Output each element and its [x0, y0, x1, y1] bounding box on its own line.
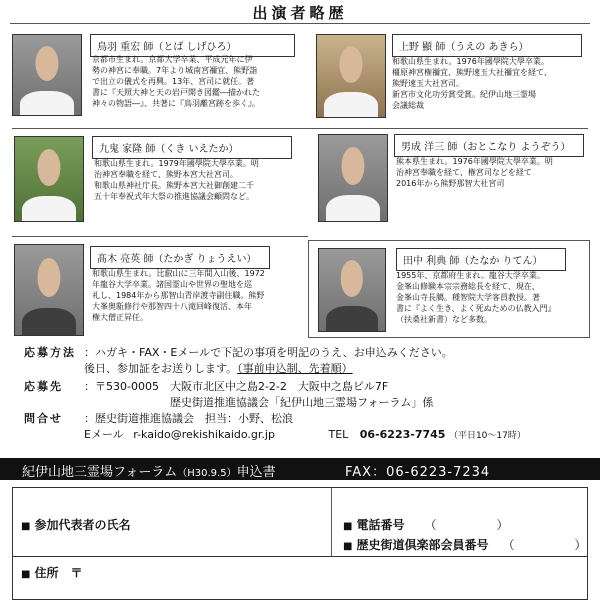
name-box-ueno: 上野 顯 師（うえの あきら） [392, 34, 582, 57]
section-title: 出演者略歴 [252, 4, 348, 22]
photo-ueno [316, 34, 386, 118]
bio-kuki: 和歌山県生まれ。1979年國學院大學卒業。明 治神宮奉職を経て、熊野本宮大社宮司。 和歌山県神社庁長。熊野本宮大社御創建二千 五十年奉祝式年大祭の推進協議会顧問など。 [94, 159, 259, 201]
tel-number: 06-6223-7745 [359, 428, 446, 441]
photo-takagi [14, 244, 84, 336]
name-box-tanaka: 田中 利典 師（たなか りてん） [396, 248, 566, 271]
application-form-banner: 紀伊山地三霊場フォーラム（H30.9.5）申込書 FAX：06-6223-7234 [0, 458, 600, 480]
photo-tanaka [318, 248, 386, 332]
photo-kuki [14, 136, 84, 222]
name-box-takagi: 髙木 亮英 師（たかぎ りょうえい） [90, 246, 270, 269]
rep-name-field[interactable]: ■ 参加代表者の氏名 [21, 518, 131, 532]
divider [12, 128, 588, 129]
fax-number: FAX：06-6223-7234 [345, 465, 491, 480]
contact-email-row: Eメール r-kaido@rekishikaido.gr.jp TEL 06-6223-7745 （平日10～17時） [84, 428, 526, 441]
contact: 問合せ ：歴史街道推進協議会 担当：小野、松浪 [24, 412, 293, 425]
bio-otokonari: 熊本県生まれ。1976年國學院大學卒業。明 治神宮奉職を経て、権宮司などを経て 2016年から熊野那智大社宮司 [396, 157, 553, 188]
email-link[interactable]: r-kaido@rekishikaido.gr.jp [133, 428, 275, 441]
name-box-kuki: 九鬼 家隆 師（くき いえたか） [92, 136, 292, 159]
name-box-otokonari: 男成 洋三 師（おとこなり ようぞう） [394, 134, 584, 157]
phone-field[interactable]: ■ 電話番号 （ ） [343, 518, 509, 532]
name-box-toba: 鳥羽 重宏 師（とば しげひろ） [90, 34, 295, 57]
apply-destination: 応募先 ：〒530-0005 大阪市北区中之島2-2-2 大阪中之島ビル7F [24, 380, 389, 393]
bio-ueno: 和歌山県生まれ。1976年國學院大學卒業。 橿原神宮権禰宜、熊野速玉大社禰宜を経て、 熊野速玉大社宮司。 新宮市文化功労賞受賞。紀伊山地三霊場 会議総裁 [392, 57, 552, 110]
divider [12, 236, 308, 237]
member-number-field[interactable]: ■ 歴史街道倶楽部会員番号 （ ） [343, 538, 587, 552]
photo-otokonari [318, 134, 388, 222]
address-field[interactable]: ■ 住所 〒 [21, 566, 83, 580]
form-row-divider [13, 556, 587, 557]
bio-tanaka: 1955年、京都府生まれ。龍谷大学卒業。 金峯山修験本宗宗務総長を経て、現在、 金峯山寺長臈。種智院大学客員教授。著 書に『よく生き、よく死ぬための仏教入門』 （扶桑社新書）など多数。 [396, 271, 556, 324]
apply-method-note: 後日、参加証をお送りします。（事前申込制、先着順） [84, 362, 353, 375]
photo-toba [12, 34, 82, 116]
apply-destination-dept: 歴史街道推進協議会「紀伊山地三霊場フォーラム」係 [170, 396, 434, 409]
title-divider [10, 23, 590, 24]
application-form [12, 487, 588, 600]
bio-toba: 京都市生まれ。京都大学卒業、平成元年に伊 勢の神宮に奉職。7年より城南宮禰宜、熊野詣 で出立の儀式を再興。13年、宮司に就任。著 書に『天照大神と天の岩戸開き図鑑―描かれた 神々の物語―』、共著に『鳥羽離宮跡を歩く』。 [92, 55, 260, 108]
bio-takagi: 和歌山県生まれ。比叡山に三年間入山後、1972 年龍谷大学卒業。諸国霊山や世界の聖地を巡 礼し、1984年から那智山青岸渡寺副住職。熊野 大峯奥駈修行や那智四十八滝回峰復活、本年 権大僧正昇任。 [92, 269, 265, 322]
apply-method: 応募方法 ：ハガキ・FAX・Eメールで下記の事項を明記のうえ、お申込みください。 [24, 346, 453, 359]
form-column-divider [331, 488, 332, 556]
